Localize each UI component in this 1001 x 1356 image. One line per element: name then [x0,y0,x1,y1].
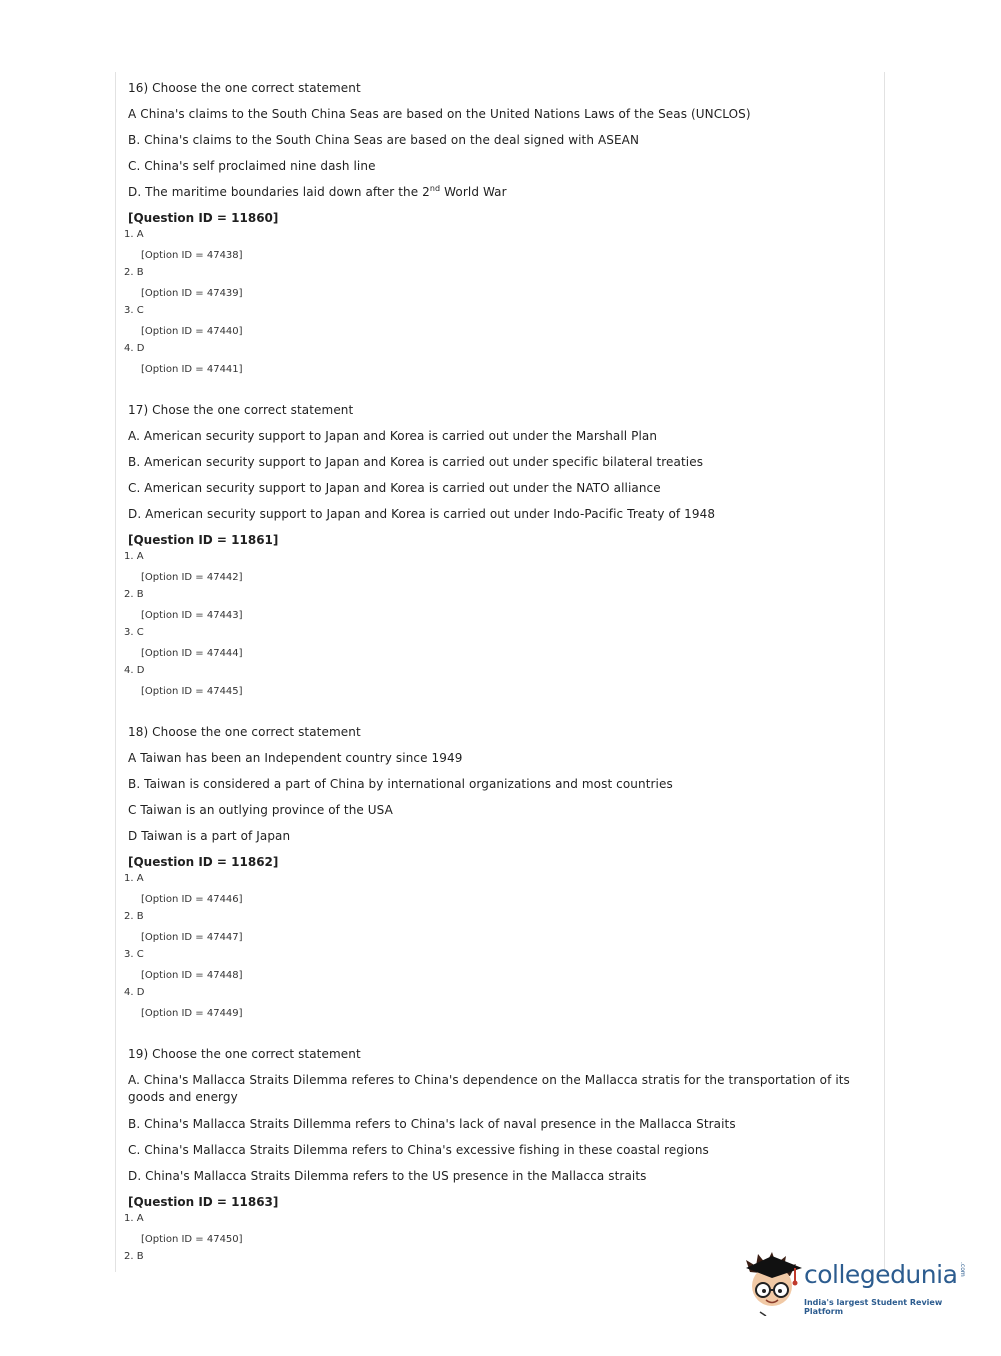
statement-c: C Taiwan is an outlying province of the USA [128,803,393,817]
option-label: 1. A [124,1213,144,1224]
question-19 [124,1046,858,1263]
question-16 [124,80,858,381]
statement-c: C. China's self proclaimed nine dash line [128,159,376,173]
question-id: [Question ID = 11862] [128,855,279,869]
statement-a: A. China's Mallacca Straits Dilemma referes to China's dependence on the Mallacca stratis for the transportation of its goods and energy [128,1073,850,1104]
brand-name: collegedunia [804,1260,958,1289]
statement-b: B. China's Mallacca Straits Dillemma refers to China's lack of naval presence in the Mallacca Straits [128,1117,736,1131]
option-label: 4. D [124,987,145,998]
option-label: 1. A [124,229,144,240]
option-list [124,551,858,698]
option-label: 3. C [124,949,144,960]
option-label: 2. B [124,589,144,600]
option-id: [Option ID = 47441] [141,364,243,375]
option-list [124,229,858,376]
option-label: 3. C [124,627,144,638]
question-id: [Question ID = 11863] [128,1195,279,1209]
question-18 [124,724,858,1025]
option-id: [Option ID = 47450] [141,1234,243,1245]
statement-a: A China's claims to the South China Seas are based on the United Nations Laws of the Seas (UNCLOS) [128,107,751,121]
question-header: 17) Chose the one correct statement [128,403,354,417]
option-id: [Option ID = 47440] [141,326,243,337]
question-id: [Question ID = 11861] [128,533,279,547]
option-label: 2. B [124,1251,144,1262]
statement-c: C. American security support to Japan and Korea is carried out under the NATO alliance [128,481,661,495]
statement-b: B. Taiwan is considered a part of China by international organizations and most countries [128,777,673,791]
option-label: 4. D [124,343,145,354]
option-id: [Option ID = 47443] [141,610,243,621]
brand-tagline: India's largest Student Review Platform [804,1298,943,1316]
option-id: [Option ID = 47438] [141,250,243,261]
statement-d: D. American security support to Japan and Korea is carried out under Indo-Pacific Treaty of 1948 [128,507,716,521]
question-header: 19) Choose the one correct statement [128,1047,361,1061]
collegedunia-logo[interactable] [742,1250,972,1320]
left-margin-rule [115,72,116,1272]
mascot-icon [742,1250,804,1316]
question-id: [Question ID = 11860] [128,211,279,225]
statement-d: D. The maritime boundaries laid down after the 2nd World War [128,184,507,199]
right-margin-rule [884,72,885,1272]
option-label: 2. B [124,911,144,922]
statement-b: B. China's claims to the South China Seas are based on the deal signed with ASEAN [128,133,640,147]
option-label: 3. C [124,305,144,316]
statement-b: B. American security support to Japan and Korea is carried out under specific bilateral treaties [128,455,704,469]
statement-d: D. China's Mallacca Straits Dilemma refers to the US presence in the Mallacca straits [128,1169,647,1183]
option-label: 2. B [124,267,144,278]
option-label: 4. D [124,665,145,676]
question-header: 18) Choose the one correct statement [128,725,361,739]
option-id: [Option ID = 47439] [141,288,243,299]
option-label: 1. A [124,551,144,562]
option-id: [Option ID = 47445] [141,686,243,697]
option-id: [Option ID = 47446] [141,894,243,905]
option-id: [Option ID = 47447] [141,932,243,943]
brand-dotcom: .com [959,1262,966,1277]
option-id: [Option ID = 47449] [141,1008,243,1019]
statement-a: A. American security support to Japan and Korea is carried out under the Marshall Plan [128,429,658,443]
statement-c: C. China's Mallacca Straits Dilemma refers to China's excessive fishing in these coastal regions [128,1143,709,1157]
option-id: [Option ID = 47448] [141,970,243,981]
option-id: [Option ID = 47442] [141,572,243,583]
option-id: [Option ID = 47444] [141,648,243,659]
statement-d: D Taiwan is a part of Japan [128,829,291,843]
question-17 [124,402,858,703]
question-header: 16) Choose the one correct statement [128,81,361,95]
option-list [124,873,858,1020]
option-label: 1. A [124,873,144,884]
statement-a: A Taiwan has been an Independent country since 1949 [128,751,463,765]
